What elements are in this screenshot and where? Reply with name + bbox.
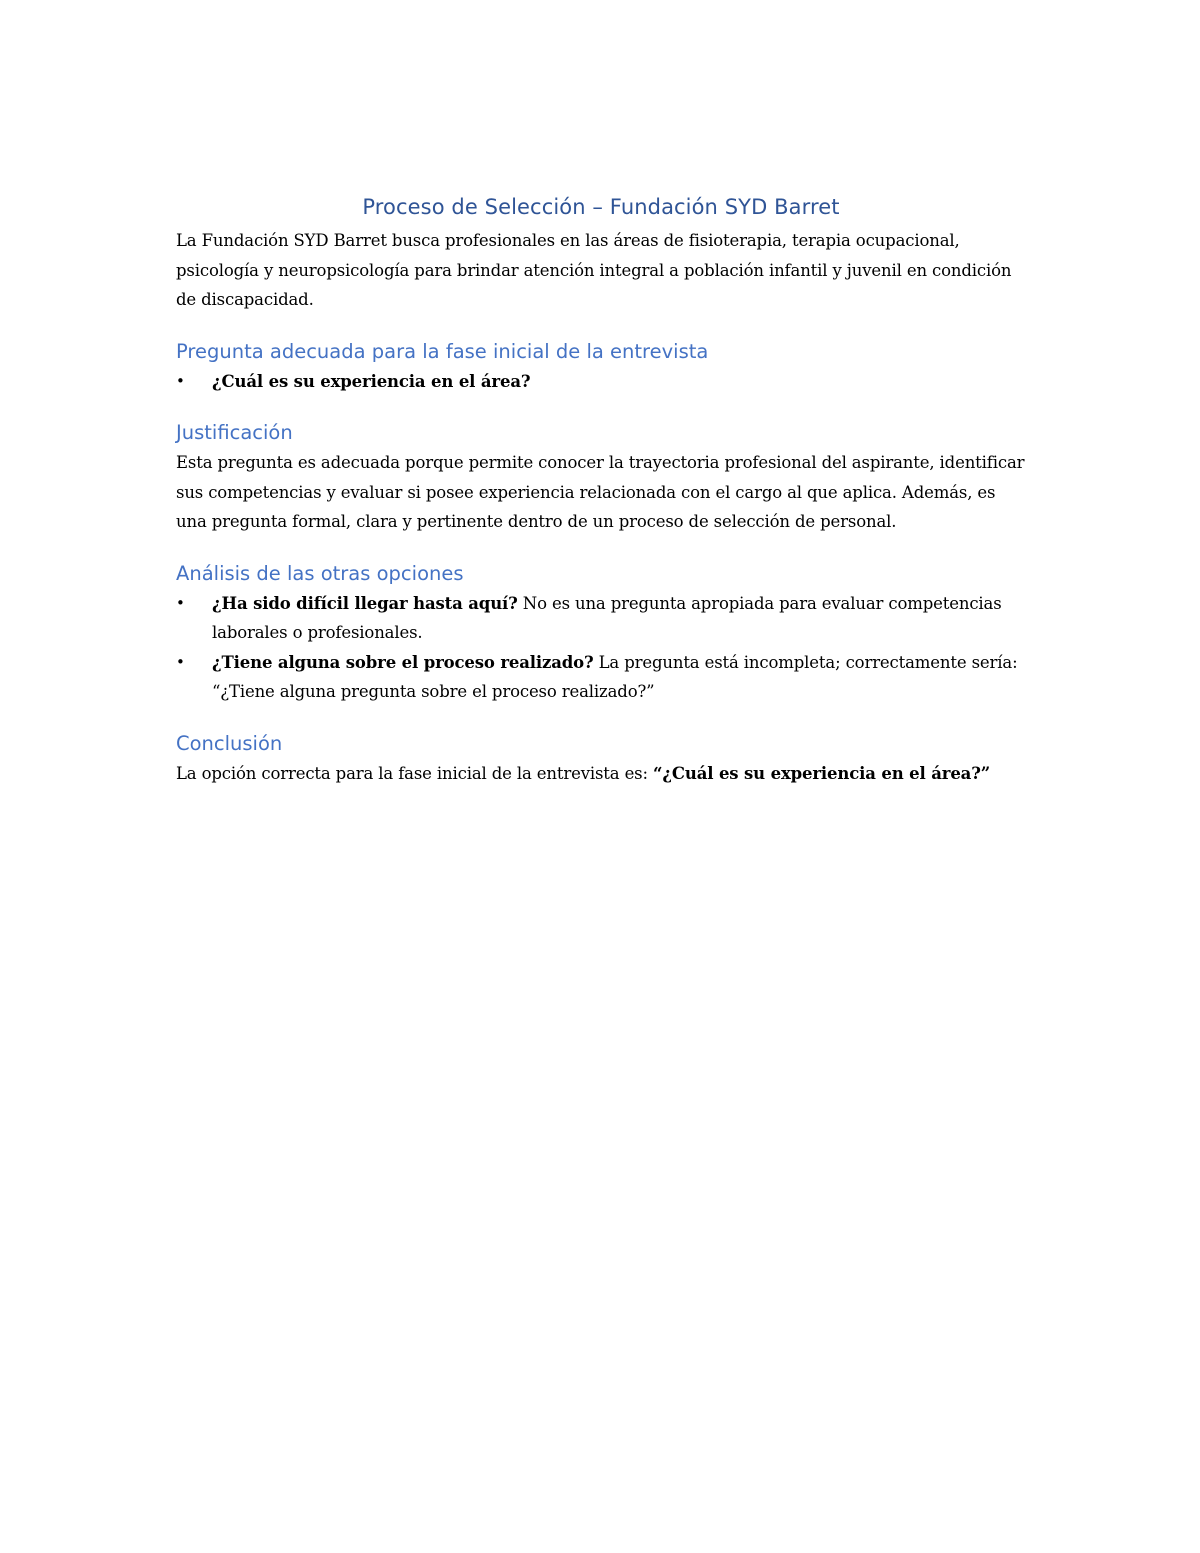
justification-paragraph: Esta pregunta es adecuada porque permite conocer la trayectoria profesional del aspirante, identificar sus competencias y evaluar si posee experiencia relacionada con el cargo al que aplica. Además, es una pregunta formal, clara y pertinente dentro de un proceso de selección de personal. (176, 453, 1025, 531)
conclusion-text: La opción correcta para la fase inicial de la entrevista es: (176, 763, 654, 783)
list-item (176, 648, 1026, 707)
question-text: ¿Cuál es su experiencia en el área? (212, 371, 531, 391)
document-title: Proceso de Selección – Fundación SYD Barret (362, 195, 840, 219)
option-question: ¿Tiene alguna sobre el proceso realizado? (212, 652, 594, 672)
bullet-icon: • (176, 371, 185, 390)
document-body (176, 190, 1026, 788)
justification-section-heading: Justificación (176, 421, 293, 444)
option-explanation: No es una pregunta apropiada para evaluar competencias laborales o profesionales. (212, 593, 1002, 642)
question-section-heading: Pregunta adecuada para la fase inicial de la entrevista (176, 339, 709, 363)
intro-paragraph: La Fundación SYD Barret busca profesionales en las áreas de fisioterapia, terapia ocupacional, psicología y neuropsicología para brindar atención integral a población infantil y juvenil en condición de discapacidad. (176, 231, 1012, 309)
question-list (176, 367, 1026, 397)
option-question: ¿Ha sido difícil llegar hasta aquí? (212, 593, 518, 613)
bullet-icon: • (176, 652, 185, 671)
conclusion-answer: “¿Cuál es su experiencia en el área?” (653, 763, 991, 783)
conclusion-paragraph (176, 759, 1026, 789)
list-item (176, 589, 1026, 648)
option-explanation: La pregunta está incompleta; correctamente sería: “¿Tiene alguna pregunta sobre el proceso realizado?” (212, 652, 1018, 701)
bullet-icon: • (176, 593, 185, 612)
conclusion-section-heading: Conclusión (176, 731, 283, 755)
analysis-list (176, 589, 1026, 707)
list-item (176, 367, 1026, 397)
analysis-section-heading: Análisis de las otras opciones (176, 561, 464, 585)
